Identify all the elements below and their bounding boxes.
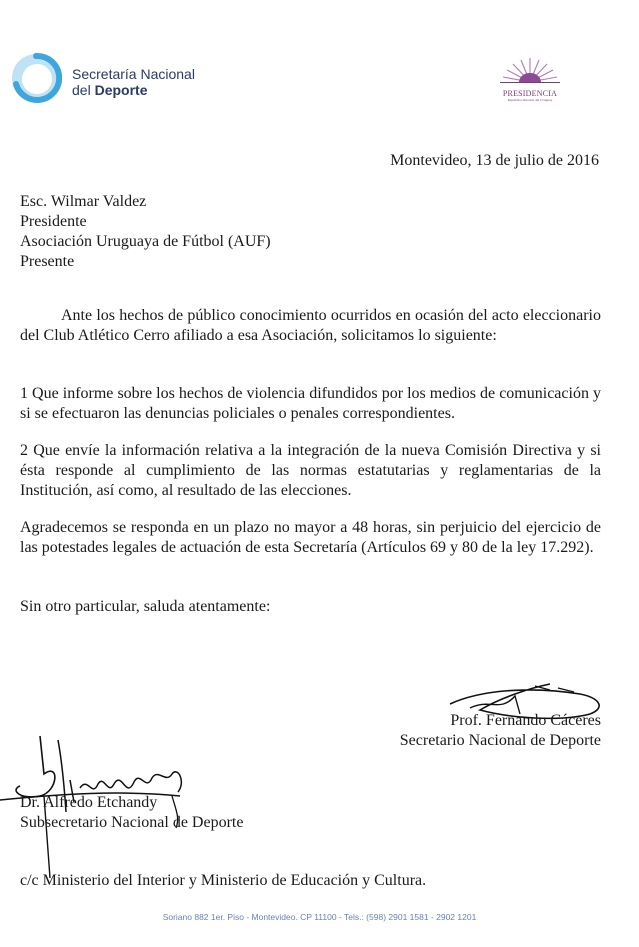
presidencia-name: PRESIDENCIA	[502, 89, 558, 98]
footer-address: Soriano 882 1er. Piso - Montevideo. CP 11100 - Tels.: (598) 2901 1581 - 2902 1201	[162, 912, 477, 922]
signer-2-name: Dr. Alfredo Etchandy	[20, 794, 158, 811]
request-point-1: 1 Que informe sobre los hechos de violencia difundidos por los medios de comunicación y si se efectuaron las denuncias policiales o penales correspondientes.	[20, 385, 601, 422]
org-name-line2: del Deporte	[72, 82, 148, 98]
recipient-line: Presidente	[20, 213, 87, 230]
cc-line: c/c Ministerio del Interior y Ministerio de Educación y Cultura.	[20, 872, 427, 889]
recipient-line: Esc. Wilmar Valdez	[20, 193, 147, 210]
letter-date: Montevideo, 13 de julio de 2016	[390, 152, 599, 169]
org-name-line1: Secretaría Nacional	[72, 66, 195, 82]
sun-icon	[492, 56, 568, 84]
intro-paragraph: Ante los hechos de público conocimiento ocurridos en ocasión del acto eleccionario del Club Atlético Cerro afiliado a esa Asociación, solicitamos lo siguiente:	[20, 307, 601, 344]
presidencia-subtitle: República Oriental del Uruguay	[507, 98, 553, 102]
org-name	[72, 66, 195, 98]
presidencia-logo	[492, 56, 568, 103]
sind-logo-icon	[10, 52, 62, 104]
closing-line: Sin otro particular, saluda atentamente:	[20, 598, 271, 615]
thanks-paragraph: Agradecemos se responda en un plazo no mayor a 48 horas, sin perjuicio del ejercicio de las potestades legales de actuación de esta Secretaría (Artículos 69 y 80 de la ley 17.292).	[20, 519, 601, 556]
recipient-line: Asociación Uruguaya de Fútbol (AUF)	[20, 233, 271, 250]
signer-1-title: Secretario Nacional de Deporte	[399, 732, 601, 749]
signer-1-name: Prof. Fernando Cáceres	[450, 712, 601, 729]
recipient-line: Presente	[20, 253, 75, 270]
request-point-2: 2 Que envíe la información relativa a la integración de la nueva Comisión Directiva y si ésta responde al cumplimiento de las normas estatutarias y reglamentarias de la Institución, así como, al resultado de las elecciones.	[20, 442, 601, 499]
signer-2-title: Subsecretario Nacional de Deporte	[20, 814, 244, 831]
recipient-block	[20, 192, 271, 272]
